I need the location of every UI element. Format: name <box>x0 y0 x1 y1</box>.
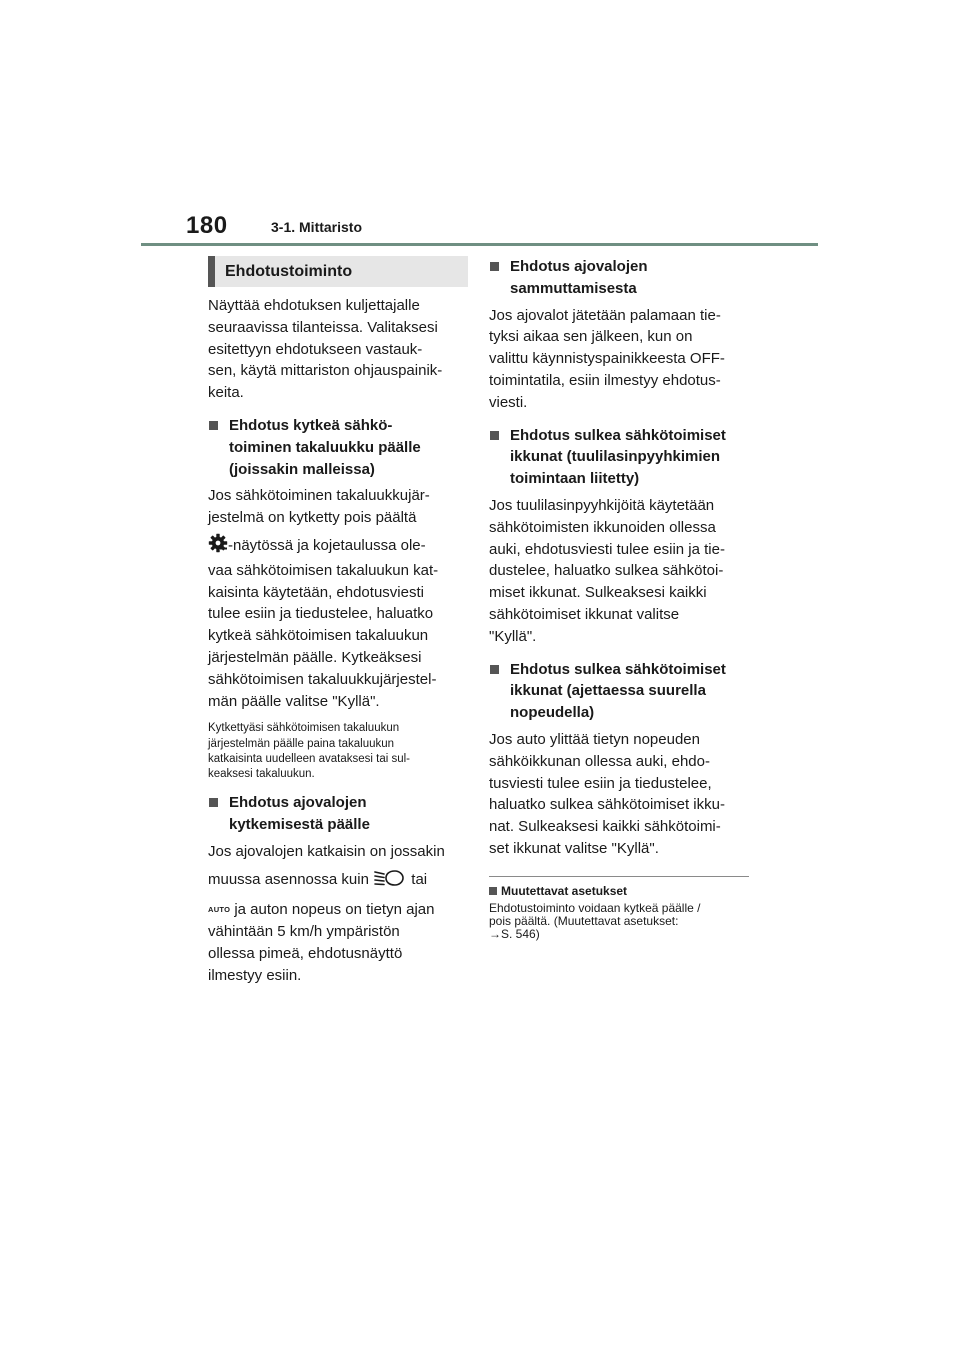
heading-line: toiminen takaluukku päälle <box>229 438 421 456</box>
square-bullet-icon <box>209 421 218 430</box>
text-line: sähköikkunan ollessa auki, ehdo- <box>489 752 710 770</box>
text-line: seuraavissa tilanteissa. Valitaksesi <box>208 318 438 336</box>
subheading-power-tailgate <box>208 415 468 480</box>
customization-line: pois päältä. (Muutettavat asetukset: <box>489 913 679 928</box>
text-line: tulee esiin ja tiedustelee, haluatko <box>208 605 434 623</box>
heading-line: (joissakin malleissa) <box>229 460 375 478</box>
text-line: "Kyllä". <box>489 627 537 645</box>
text-line: sähkötoimisten ikkunoiden ollessa <box>489 518 716 536</box>
text-fragment: muussa asennossa kuin <box>208 870 369 888</box>
section-breadcrumb: 3-1. Mittaristo <box>271 219 363 235</box>
text-line: järjestelmän päälle. Kytkeäksesi <box>208 648 422 666</box>
text-line-with-icon <box>208 533 468 560</box>
headlight-low-beam-icon <box>373 869 407 894</box>
text-fragment: tai <box>411 870 428 888</box>
text-line: Jos ajovalojen katkaisin on jossakin <box>208 842 445 860</box>
text-line: sen, käytä mittariston ohjauspainik- <box>208 362 443 380</box>
header-divider <box>141 243 818 246</box>
text-line-with-icon <box>208 899 468 921</box>
customization-title: Muutettavat asetukset <box>501 883 628 898</box>
heading-line: nopeudella) <box>510 704 595 722</box>
text-line: jestelmä on kytketty pois päältä <box>208 509 417 527</box>
settings-gear-icon <box>208 533 228 560</box>
text-line: Jos tuulilasinpyyhkijöitä käytetään <box>489 496 715 514</box>
text-line: set ikkunat valitse "Kyllä". <box>489 839 659 857</box>
text-line: auki, ehdotusviesti tulee esiin ja tie- <box>489 540 725 558</box>
text-line: Jos ajovalot jätetään palamaan tie- <box>489 306 721 324</box>
text-line: kytkeä sähkötoimisen takaluukun <box>208 627 429 645</box>
square-bullet-icon <box>490 431 499 440</box>
text-line: dustelee, haluatko sulkea sähkötoi- <box>489 562 724 580</box>
text-line: keita. <box>208 384 244 402</box>
subheading-windows-speed <box>489 659 749 724</box>
icon-trailing-text: -näytössä ja kojetaulussa ole- <box>228 536 426 554</box>
square-bullet-icon <box>489 887 497 895</box>
left-column <box>208 256 468 987</box>
heading-line: Ehdotus sulkea sähkötoimiset <box>510 660 726 678</box>
text-line: esitettyyn ehdotukseen vastauk- <box>208 340 423 358</box>
page-number: 180 <box>186 212 228 239</box>
section-title-bar <box>208 256 468 287</box>
heading-line: ikkunat (tuulilasinpyyhkimien <box>510 448 721 466</box>
text-line: miset ikkunat. Sulkeaksesi kaikki <box>489 584 707 602</box>
text-line: sähkötoimiset ikkunat valitse <box>489 605 680 623</box>
heading-line: Ehdotus sulkea sähkötoimiset <box>510 426 726 444</box>
text-line: viesti. <box>489 393 528 411</box>
subheading-headlights-on <box>208 792 468 836</box>
text-line: toimintatila, esiin ilmestyy ehdotus- <box>489 371 721 389</box>
text-line: valittu käynnistyspainikkeesta OFF- <box>489 350 725 368</box>
text-line: nat. Sulkeaksesi kaikki sähkötoimi- <box>489 818 721 836</box>
text-fragment: ja auton nopeus on tietyn ajan <box>234 901 435 919</box>
text-line: Jos auto ylittää tietyn nopeuden <box>489 730 700 748</box>
auto-light-icon: AUTO <box>208 905 231 915</box>
text-line: kaisinta käytetään, ehdotusviesti <box>208 583 424 601</box>
heading-line: kytkemisestä päälle <box>229 815 370 833</box>
heading-line: Ehdotus ajovalojen <box>229 794 367 812</box>
text-line: ilmestyy esiin. <box>208 966 302 984</box>
section-title: Ehdotustoiminto <box>225 263 353 280</box>
heading-line: ikkunat (ajettaessa suurella <box>510 682 706 700</box>
subheading-headlights-off <box>489 256 749 300</box>
text-line: tyksi aikaa sen jälkeen, kun on <box>489 328 693 346</box>
square-bullet-icon <box>490 262 499 271</box>
square-bullet-icon <box>209 798 218 807</box>
text-line: Näyttää ehdotuksen kuljettajalle <box>208 297 420 314</box>
note-line: keaksesi takaluukun. <box>208 767 315 780</box>
heading-line: Ehdotus kytkeä sähkö- <box>229 416 393 434</box>
text-line: vaa sähkötoimisen takaluukun kat- <box>208 561 439 579</box>
heading-line: Ehdotus ajovalojen <box>510 258 648 275</box>
page-reference-link[interactable]: →S. 546) <box>489 926 540 941</box>
intro-paragraph <box>208 295 468 404</box>
text-line: haluatko sulkea sähkötoimiset ikku- <box>489 796 725 814</box>
text-line: tusviesti tulee esiin ja tiedustelee, <box>489 774 712 792</box>
page-header <box>186 212 826 252</box>
note-paragraph <box>208 721 468 782</box>
text-line: Jos sähkötoiminen takaluukkujär- <box>208 487 430 505</box>
customization-line: Ehdotustoiminto voidaan kytkeä päälle / <box>489 900 701 915</box>
square-bullet-icon <box>490 665 499 674</box>
note-line: Kytkettyäsi sähkötoimisen takaluukun <box>208 722 400 735</box>
text-line-with-icon <box>208 869 468 894</box>
customization-heading <box>489 883 749 899</box>
subheading-windows-wipers <box>489 425 749 490</box>
heading-line: toimintaan liitetty) <box>510 470 640 488</box>
text-line: män päälle valitse "Kyllä". <box>208 692 380 710</box>
right-column <box>489 256 749 941</box>
text-line: sähkötoimisen takaluukkujärjestel- <box>208 670 437 688</box>
heading-line: sammuttamisesta <box>510 279 637 297</box>
text-line: vähintään 5 km/h ympäristön <box>208 923 400 941</box>
note-line: katkaisinta uudelleen avataksesi tai sul- <box>208 752 411 765</box>
text-line: ollessa pimeä, ehdotusnäyttö <box>208 944 403 962</box>
note-line: järjestelmän päälle paina takaluukun <box>208 737 395 750</box>
